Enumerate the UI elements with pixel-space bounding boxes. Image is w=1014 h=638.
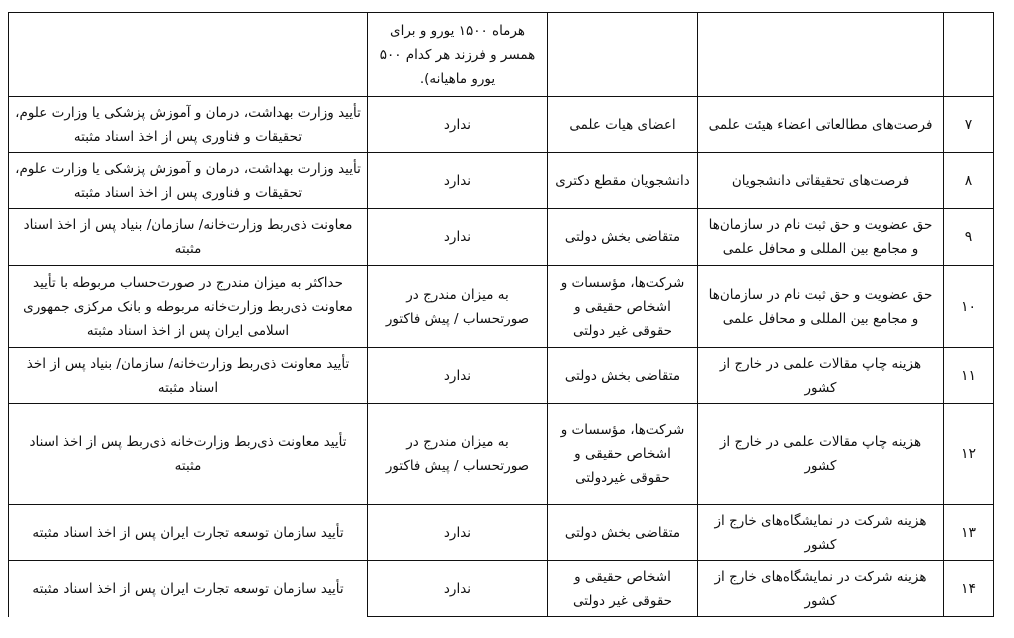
row-amount: ندارد bbox=[368, 348, 548, 404]
row-amount: ندارد bbox=[368, 505, 548, 561]
row-number: ۱۱ bbox=[944, 348, 994, 404]
row-conditions: معاونت ذی‌ربط وزارت‌خانه/ سازمان/ بنیاد پس از اخذ اسناد مثبته bbox=[9, 209, 368, 266]
row-number: ۹ bbox=[944, 209, 994, 266]
row-amount: هرماه ۱۵۰۰ یورو و برای همسر و فرزند هر کدام ۵۰۰ یورو ماهیانه). bbox=[368, 13, 548, 97]
row-title: حق عضویت و حق ثبت نام در سازمان‌ها و مجامع بین المللی و محافل علمی bbox=[698, 266, 944, 348]
table-row bbox=[9, 561, 994, 617]
table-row bbox=[9, 505, 994, 561]
row-conditions: تأیید سازمان توسعه تجارت ایران پس از اخذ اسناد مثبته bbox=[9, 505, 368, 561]
table-row bbox=[9, 153, 994, 209]
row-amount: به میزان مندرج در صورتحساب / پیش فاکتور bbox=[368, 404, 548, 505]
row-applicant: شرکت‌ها، مؤسسات و اشخاص حقیقی و حقوقی غیردولتی bbox=[548, 404, 698, 505]
row-title: فرصت‌های تحقیقاتی دانشجویان bbox=[698, 153, 944, 209]
row-number: ۱۰ bbox=[944, 266, 994, 348]
row-applicant: متقاضی بخش دولتی bbox=[548, 348, 698, 404]
row-applicant: اشخاص حقیقی و حقوقی غیر دولتی bbox=[548, 561, 698, 617]
row-conditions: حداکثر به میزان مندرج در صورت‌حساب مربوطه با تأیید معاونت ذی‌ربط وزارت‌خانه مربوطه و بانک مرکزی جمهوری اسلامی ایران پس از اخذ اسناد مثبته bbox=[9, 266, 368, 348]
row-number bbox=[944, 13, 994, 97]
row-applicant: متقاضی بخش دولتی bbox=[548, 505, 698, 561]
row-number: ۸ bbox=[944, 153, 994, 209]
table-row bbox=[9, 266, 994, 348]
row-title: هزینه چاپ مقالات علمی در خارج از کشور bbox=[698, 348, 944, 404]
row-title bbox=[698, 13, 944, 97]
row-number: ۷ bbox=[944, 97, 994, 153]
regulations-table bbox=[8, 12, 994, 617]
row-amount: ندارد bbox=[368, 209, 548, 266]
row-title: هزینه شرکت در نمایشگاه‌های خارج از کشور bbox=[698, 505, 944, 561]
row-conditions bbox=[9, 13, 368, 97]
row-applicant: دانشجویان مقطع دکتری bbox=[548, 153, 698, 209]
row-applicant: متقاضی بخش دولتی bbox=[548, 209, 698, 266]
row-number: ۱۳ bbox=[944, 505, 994, 561]
row-number: ۱۴ bbox=[944, 561, 994, 617]
row-title: فرصت‌های مطالعاتی اعضاء هیئت علمی bbox=[698, 97, 944, 153]
row-conditions: تأیید معاونت ذی‌ربط وزارت‌خانه ذی‌ربط پس از اخذ اسناد مثبته bbox=[9, 404, 368, 505]
row-amount: ندارد bbox=[368, 97, 548, 153]
row-amount: ندارد bbox=[368, 153, 548, 209]
row-number: ۱۲ bbox=[944, 404, 994, 505]
row-conditions: تأیید وزارت بهداشت، درمان و آموزش پزشکی یا وزارت علوم، تحقیقات و فناوری پس از اخذ اسناد مثبته bbox=[9, 153, 368, 209]
row-title: هزینه شرکت در نمایشگاه‌های خارج از کشور bbox=[698, 561, 944, 617]
row-applicant bbox=[548, 13, 698, 97]
row-amount: به میزان مندرج در صورتحساب / پیش فاکتور bbox=[368, 266, 548, 348]
row-conditions: تأیید وزارت بهداشت، درمان و آموزش پزشکی یا وزارت علوم، تحقیقات و فناوری پس از اخذ اسناد مثبته bbox=[9, 97, 368, 153]
row-title: هزینه چاپ مقالات علمی در خارج از کشور bbox=[698, 404, 944, 505]
table-row bbox=[9, 13, 994, 97]
row-conditions: تأیید معاونت ذی‌ربط وزارت‌خانه/ سازمان/ بنیاد پس از اخذ اسناد مثبته bbox=[9, 348, 368, 404]
row-title: حق عضویت و حق ثبت نام در سازمان‌ها و مجامع بین المللی و محافل علمی bbox=[698, 209, 944, 266]
table-row bbox=[9, 404, 994, 505]
row-applicant: اعضای هیات علمی bbox=[548, 97, 698, 153]
table-row bbox=[9, 348, 994, 404]
table-row bbox=[9, 97, 994, 153]
table-row bbox=[9, 209, 994, 266]
row-conditions: تأیید سازمان توسعه تجارت ایران پس از اخذ اسناد مثبته bbox=[9, 561, 368, 617]
row-amount: ندارد bbox=[368, 561, 548, 617]
row-applicant: شرکت‌ها، مؤسسات و اشخاص حقیقی و حقوقی غیر دولتی bbox=[548, 266, 698, 348]
